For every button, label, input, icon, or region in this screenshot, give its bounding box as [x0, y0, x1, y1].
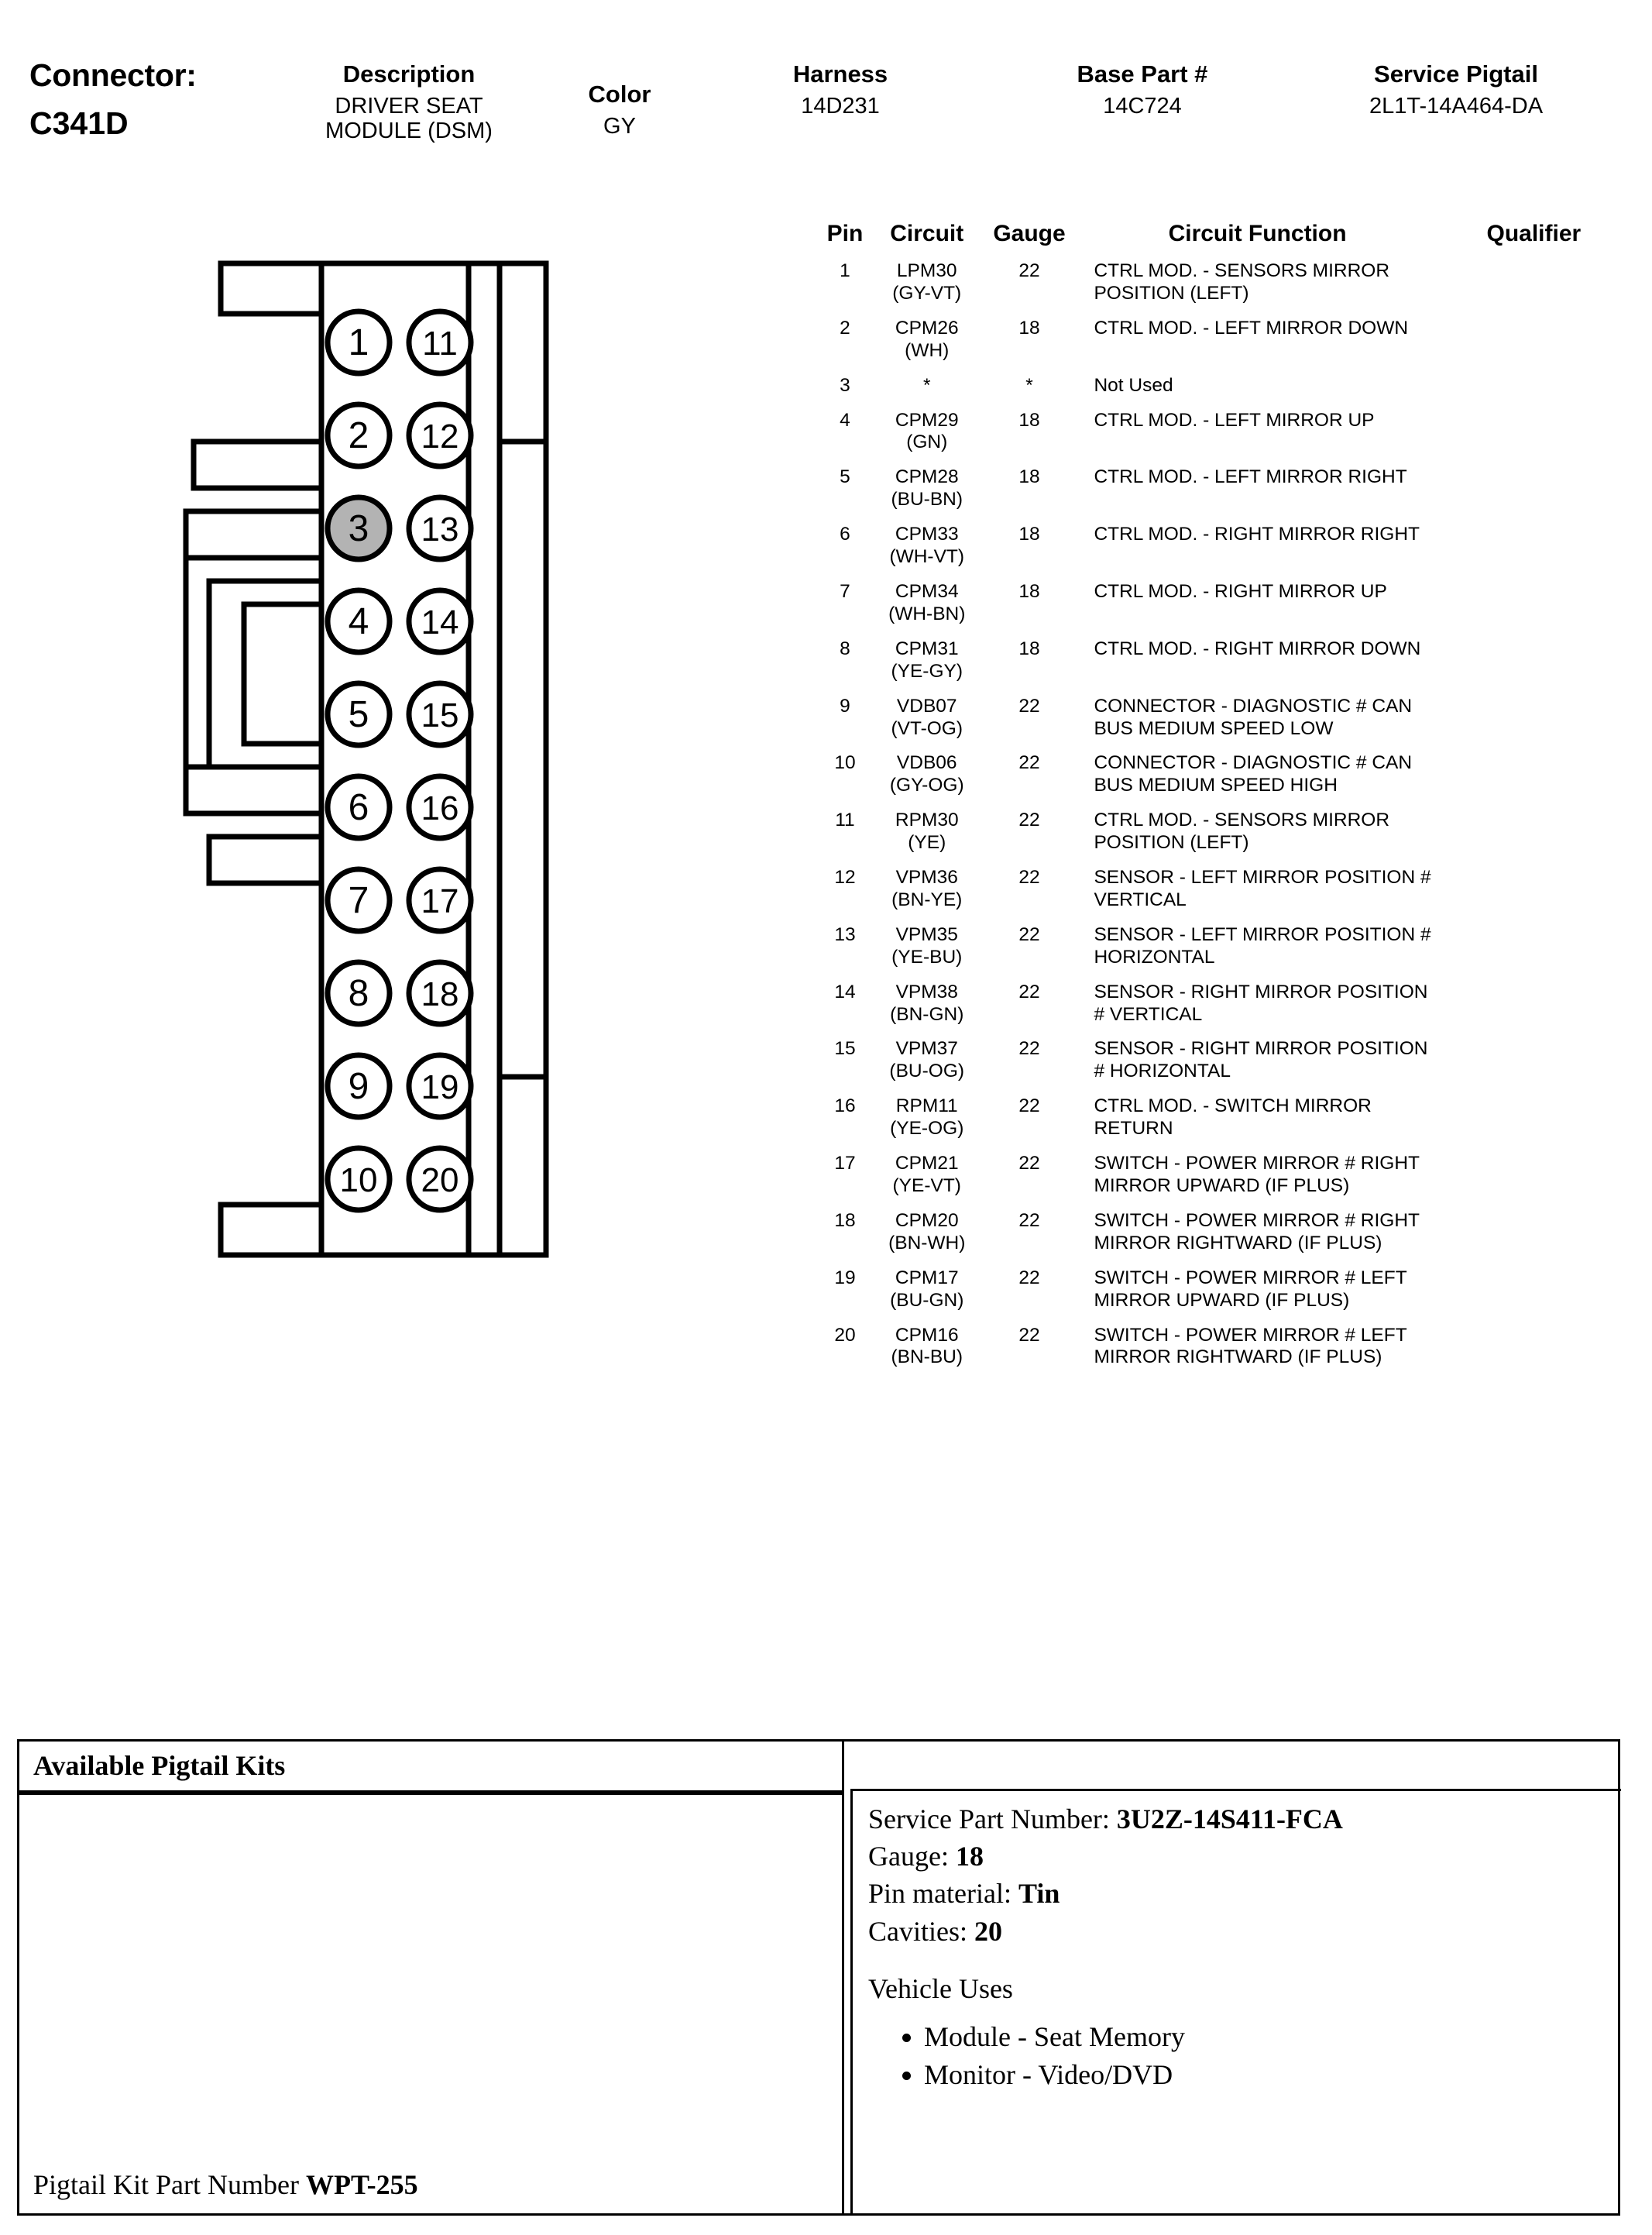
- svg-text:10: 10: [339, 1161, 378, 1199]
- pigtail-kits-title: Available Pigtail Kits: [19, 1742, 844, 1793]
- table-row: [821, 1265, 1626, 1322]
- cell-circuit: [869, 1322, 985, 1380]
- service-part-number-row: [868, 1800, 1621, 1838]
- cell-circuit: [869, 693, 985, 751]
- base-part-column: [1042, 60, 1243, 119]
- header-function: Circuit Function: [1168, 221, 1347, 246]
- cell-function: CONNECTOR - DIAGNOSTIC # CAN BUS MEDIUM SPEED HIGH: [1094, 752, 1413, 796]
- circuit-color: (WH-BN): [888, 603, 966, 624]
- description-column: [293, 60, 525, 144]
- cell-pin: 1: [840, 260, 850, 281]
- cell-qualifier: [1441, 315, 1626, 373]
- circuit-color: (WH): [905, 339, 950, 361]
- cell-pin: 15: [834, 1038, 856, 1060]
- cell-circuit: [869, 750, 985, 807]
- cell-function: SENSOR - LEFT MIRROR POSITION # HORIZONTAL: [1094, 923, 1431, 968]
- cell-qualifier: [1441, 521, 1626, 579]
- cell-circuit: [869, 464, 985, 521]
- cell-gauge: 18: [1018, 317, 1040, 339]
- cell-circuit: [869, 373, 985, 407]
- svg-text:14: 14: [421, 603, 459, 641]
- svg-text:11: 11: [422, 325, 458, 363]
- cell-function: CTRL MOD. - RIGHT MIRROR RIGHT: [1094, 524, 1420, 545]
- svg-text:20: 20: [421, 1161, 459, 1199]
- cell-function: CTRL MOD. - LEFT MIRROR DOWN: [1094, 317, 1409, 339]
- harness-column: [755, 60, 926, 119]
- cell-circuit: [869, 258, 985, 315]
- cell-circuit: [869, 979, 985, 1037]
- circuit-name: LPM30: [896, 260, 957, 281]
- pigtail-kit-label: Pigtail Kit Part Number: [33, 2169, 306, 2200]
- cell-pin: 7: [840, 580, 850, 602]
- circuit-color: (YE-OG): [890, 1118, 964, 1140]
- cell-qualifier: [1441, 693, 1626, 751]
- cell-gauge: 18: [1018, 466, 1040, 488]
- svg-text:19: 19: [421, 1068, 459, 1106]
- cell-function: CTRL MOD. - RIGHT MIRROR UP: [1094, 580, 1387, 602]
- table-row: [821, 373, 1626, 407]
- cell-circuit: [869, 1265, 985, 1322]
- cell-pin: 3: [840, 374, 850, 396]
- cell-qualifier: [1441, 1265, 1626, 1322]
- service-pigtail-title: Service Pigtail: [1374, 60, 1538, 88]
- svg-text:15: 15: [421, 696, 459, 734]
- header: [0, 28, 1652, 175]
- circuit-name: VPM37: [895, 1038, 958, 1060]
- cell-function: SENSOR - RIGHT MIRROR POSITION # VERTICAL: [1094, 981, 1428, 1025]
- circuit-color: (YE-GY): [891, 660, 963, 682]
- cell-function: CTRL MOD. - RIGHT MIRROR DOWN: [1094, 638, 1421, 659]
- pin-circles-left: [328, 311, 390, 1210]
- header-pin: Pin: [826, 221, 864, 246]
- cell-function: CTRL MOD. - SENSORS MIRROR POSITION (LEFT): [1094, 260, 1390, 304]
- pigtail-kits-body: [19, 1793, 844, 2213]
- cell-pin: 9: [840, 695, 850, 717]
- cell-circuit: [869, 579, 985, 636]
- cell-circuit: [869, 922, 985, 979]
- cell-circuit: [869, 1208, 985, 1265]
- cell-gauge: 22: [1018, 1267, 1040, 1288]
- circuit-name: CPM17: [895, 1267, 959, 1288]
- table-row: [821, 464, 1626, 521]
- cell-gauge: 22: [1018, 1095, 1040, 1117]
- cell-gauge: 18: [1018, 409, 1040, 431]
- color-value: GY: [603, 114, 636, 139]
- cell-function: CTRL MOD. - SENSORS MIRROR POSITION (LEFT): [1094, 810, 1390, 854]
- svg-text:6: 6: [348, 787, 369, 828]
- circuit-color: (GY-OG): [889, 775, 964, 796]
- header-circuit: Circuit: [890, 221, 964, 246]
- circuit-name: RPM11: [895, 1095, 958, 1117]
- cell-qualifier: [1441, 1036, 1626, 1093]
- cell-qualifier: [1441, 1208, 1626, 1265]
- circuit-color: (BN-WH): [888, 1232, 966, 1253]
- circuit-name: RPM30: [895, 810, 959, 831]
- cell-pin: 5: [840, 466, 850, 488]
- circuit-color: (BU-OG): [889, 1061, 965, 1082]
- svg-text:3: 3: [348, 508, 369, 549]
- table-row: [821, 1322, 1626, 1380]
- circuit-color: (VT-OG): [891, 717, 963, 739]
- cell-gauge: 18: [1018, 638, 1040, 659]
- circuit-color: (BU-BN): [891, 489, 963, 511]
- cell-pin: 18: [834, 1209, 856, 1231]
- service-pigtail-column: [1324, 60, 1588, 119]
- cell-circuit: [869, 1093, 985, 1150]
- cell-function: SENSOR - LEFT MIRROR POSITION # VERTICAL: [1094, 867, 1431, 910]
- circuit-color: (BN-GN): [890, 1003, 964, 1025]
- circuit-name: VPM36: [895, 867, 958, 889]
- service-part-number-label: Service Part Number:: [868, 1803, 1117, 1834]
- cell-qualifier: [1441, 1322, 1626, 1380]
- table-row: [821, 315, 1626, 373]
- svg-text:18: 18: [421, 975, 459, 1013]
- cell-pin: 17: [834, 1153, 856, 1174]
- base-part-title: Base Part #: [1077, 60, 1208, 88]
- pin-circles-right: [409, 311, 471, 1210]
- table-row: [821, 865, 1626, 922]
- circuit-color: (BN-YE): [891, 889, 963, 910]
- cell-gauge: 22: [1018, 260, 1040, 281]
- circuit-color: (GN): [906, 432, 948, 453]
- circuit-name: VPM35: [895, 923, 958, 945]
- cell-function: CTRL MOD. - LEFT MIRROR UP: [1094, 409, 1375, 431]
- cell-qualifier: [1441, 979, 1626, 1037]
- list-item: • Module - Seat Memory: [924, 2018, 1621, 2056]
- cell-gauge: 22: [1018, 1038, 1040, 1060]
- cell-gauge: 18: [1018, 580, 1040, 602]
- cell-function: SENSOR - RIGHT MIRROR POSITION # HORIZONTAL: [1094, 1038, 1428, 1082]
- cell-function: SWITCH - POWER MIRROR # RIGHT MIRROR UPWARD (IF PLUS): [1094, 1153, 1420, 1196]
- cell-qualifier: [1441, 807, 1626, 865]
- cell-gauge: 22: [1018, 923, 1040, 945]
- table-row: [821, 693, 1626, 751]
- cell-gauge: 22: [1018, 752, 1040, 774]
- connector-id: C341D: [29, 105, 129, 141]
- circuit-name: CPM16: [895, 1324, 959, 1346]
- bottom-info-panel: [17, 1739, 1620, 2216]
- cell-pin: 13: [834, 923, 856, 945]
- circuit-name: CPM33: [895, 524, 959, 545]
- table-row: [821, 807, 1626, 865]
- table-row: [821, 1150, 1626, 1208]
- cell-circuit: [869, 407, 985, 465]
- table-row: [821, 636, 1626, 693]
- service-part-number-value: 3U2Z-14S411-FCA: [1116, 1803, 1343, 1834]
- cell-function: CONNECTOR - DIAGNOSTIC # CAN BUS MEDIUM SPEED LOW: [1094, 695, 1413, 739]
- svg-text:17: 17: [421, 882, 459, 920]
- circuit-name: CPM21: [895, 1153, 959, 1174]
- cell-gauge: *: [1025, 374, 1033, 396]
- table-row: [821, 979, 1626, 1037]
- pigtail-kit-part-number: [33, 2168, 418, 2201]
- circuit-color: (BN-BU): [891, 1346, 963, 1368]
- cell-qualifier: [1441, 579, 1626, 636]
- cell-circuit: [869, 636, 985, 693]
- cavities-label: Cavities:: [868, 1915, 974, 1947]
- pin-table: [821, 221, 1634, 1379]
- cell-qualifier: [1441, 636, 1626, 693]
- cell-gauge: 22: [1018, 981, 1040, 1002]
- harness-value: 14D231: [801, 94, 880, 119]
- pin-material-row: [868, 1875, 1621, 1912]
- cell-circuit: [869, 865, 985, 922]
- header-qualifier: Qualifier: [1486, 221, 1582, 246]
- cavities-value: 20: [974, 1915, 1002, 1947]
- cell-qualifier: [1441, 865, 1626, 922]
- cell-gauge: 22: [1018, 1324, 1040, 1346]
- cell-circuit: [869, 807, 985, 865]
- table-row: [821, 922, 1626, 979]
- table-row: [821, 579, 1626, 636]
- cell-gauge: 22: [1018, 867, 1040, 889]
- circuit-color: (GY-VT): [892, 282, 962, 304]
- pin-table-header-row: [821, 221, 1626, 258]
- connector-label: Connector:: [29, 57, 197, 93]
- cell-gauge: 22: [1018, 695, 1040, 717]
- circuit-color: (YE-BU): [891, 946, 963, 968]
- description-title: Description: [342, 60, 476, 88]
- circuit-color: (YE): [908, 832, 946, 854]
- cell-pin: 12: [834, 867, 856, 889]
- circuit-name: CPM28: [895, 466, 959, 488]
- cell-qualifier: [1441, 464, 1626, 521]
- circuit-name: VDB07: [896, 695, 957, 717]
- svg-text:13: 13: [421, 511, 459, 548]
- pin-material-value: Tin: [1018, 1878, 1060, 1910]
- cell-qualifier: [1441, 750, 1626, 807]
- table-row: [821, 1208, 1626, 1265]
- cell-pin: 19: [834, 1267, 856, 1288]
- pigtail-kits-panel: [19, 1742, 844, 2213]
- table-row: [821, 521, 1626, 579]
- gauge-row: [868, 1838, 1621, 1875]
- gauge-label: Gauge:: [868, 1841, 956, 1872]
- circuit-color: (BU-GN): [890, 1289, 964, 1311]
- svg-text:1: 1: [348, 322, 369, 363]
- cell-gauge: 18: [1018, 524, 1040, 545]
- table-row: [821, 750, 1626, 807]
- circuit-name: CPM29: [895, 409, 959, 431]
- circuit-name: *: [922, 374, 931, 396]
- vehicle-uses-title: Vehicle Uses: [868, 1972, 1013, 2004]
- cell-qualifier: [1441, 258, 1626, 315]
- cell-qualifier: [1441, 373, 1626, 407]
- service-pigtail-value: 2L1T-14A464-DA: [1369, 94, 1544, 119]
- service-info-panel: [850, 1789, 1621, 2213]
- color-title: Color: [588, 81, 651, 108]
- cavities-row: [868, 1913, 1621, 1950]
- cell-function: SWITCH - POWER MIRROR # RIGHT MIRROR RIGHTWARD (IF PLUS): [1094, 1209, 1420, 1253]
- cell-gauge: 22: [1018, 810, 1040, 831]
- circuit-color: (YE-VT): [892, 1175, 961, 1196]
- pigtail-kit-value: WPT-255: [305, 2169, 418, 2200]
- cell-qualifier: [1441, 1150, 1626, 1208]
- cell-function: Not Used: [1094, 374, 1173, 396]
- circuit-name: CPM20: [895, 1209, 959, 1231]
- svg-text:16: 16: [421, 789, 459, 827]
- cell-pin: 2: [840, 317, 850, 339]
- table-row: [821, 1093, 1626, 1150]
- cell-function: SWITCH - POWER MIRROR # LEFT MIRROR RIGHTWARD (IF PLUS): [1094, 1324, 1407, 1368]
- cell-function: CTRL MOD. - SWITCH MIRROR RETURN: [1094, 1095, 1372, 1140]
- svg-text:4: 4: [348, 601, 369, 642]
- circuit-name: VPM38: [895, 981, 958, 1002]
- header-gauge: Gauge: [993, 221, 1066, 246]
- color-column: [565, 81, 674, 139]
- gauge-value: 18: [955, 1841, 984, 1872]
- cell-pin: 20: [834, 1324, 856, 1346]
- table-row: [821, 258, 1626, 315]
- circuit-name: CPM31: [895, 638, 959, 659]
- connector-diagram: [163, 256, 705, 1301]
- svg-text:5: 5: [348, 694, 369, 735]
- cell-pin: 16: [834, 1095, 856, 1117]
- cell-gauge: 22: [1018, 1209, 1040, 1231]
- table-row: [821, 407, 1626, 465]
- cell-circuit: [869, 521, 985, 579]
- cell-pin: 11: [835, 810, 855, 831]
- cell-function: SWITCH - POWER MIRROR # LEFT MIRROR UPWARD (IF PLUS): [1094, 1267, 1407, 1311]
- cell-pin: 10: [834, 752, 856, 774]
- description-value: DRIVER SEAT MODULE (DSM): [325, 94, 493, 144]
- base-part-value: 14C724: [1103, 94, 1182, 119]
- circuit-name: CPM26: [895, 317, 959, 339]
- pin-material-label: Pin material:: [868, 1878, 1018, 1910]
- circuit-color: (WH-VT): [889, 546, 965, 568]
- cell-pin: 6: [840, 524, 850, 545]
- svg-text:9: 9: [348, 1066, 369, 1107]
- cell-qualifier: [1441, 1093, 1626, 1150]
- cell-circuit: [869, 315, 985, 373]
- vehicle-uses-list: [868, 2018, 1621, 2093]
- svg-text:2: 2: [348, 415, 369, 456]
- svg-text:12: 12: [421, 418, 459, 456]
- list-item: • Monitor - Video/DVD: [924, 2056, 1621, 2094]
- cell-pin: 4: [840, 409, 850, 431]
- svg-text:8: 8: [348, 973, 369, 1014]
- cell-circuit: [869, 1150, 985, 1208]
- table-row: [821, 1036, 1626, 1093]
- cell-qualifier: [1441, 922, 1626, 979]
- cell-pin: 14: [834, 981, 856, 1002]
- svg-text:7: 7: [348, 880, 369, 921]
- circuit-name: VDB06: [896, 752, 957, 774]
- harness-title: Harness: [792, 60, 888, 88]
- cell-circuit: [869, 1036, 985, 1093]
- cell-pin: 8: [840, 638, 850, 659]
- circuit-name: CPM34: [895, 580, 959, 602]
- cell-gauge: 22: [1018, 1153, 1040, 1174]
- cell-function: CTRL MOD. - LEFT MIRROR RIGHT: [1094, 466, 1407, 488]
- cell-qualifier: [1441, 407, 1626, 465]
